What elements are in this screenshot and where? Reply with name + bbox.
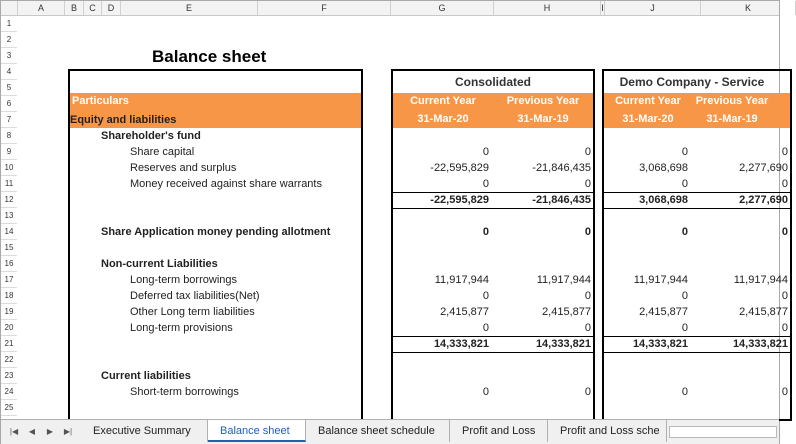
value-cell[interactable]: 2,277,690	[739, 194, 788, 206]
value-cell[interactable]: 0	[681, 178, 688, 190]
sheet-tab-balance-sheet[interactable]: Balance sheet	[208, 420, 306, 442]
row-header-25[interactable]: 25	[1, 400, 17, 416]
value-cell[interactable]: 0	[584, 178, 591, 190]
line-label[interactable]: Short-term borrowings	[130, 386, 239, 398]
last-sheet-icon[interactable]: ▶|	[63, 427, 73, 436]
line-label[interactable]: Long-term borrowings	[130, 274, 237, 286]
total-bottom-border	[391, 208, 595, 209]
row-header-6[interactable]: 6	[1, 96, 17, 112]
demo-date-current: 31-Mar-20	[622, 113, 674, 125]
value-cell[interactable]: -22,595,829	[430, 194, 489, 206]
row-header-20[interactable]: 20	[1, 320, 17, 336]
line-label[interactable]: Share capital	[130, 146, 195, 158]
first-sheet-icon[interactable]: |◀	[9, 427, 19, 436]
value-cell[interactable]: 0	[681, 290, 688, 302]
row-header-17[interactable]: 17	[1, 272, 17, 288]
sheet-tab-profit-and-loss-sche[interactable]: Profit and Loss sche	[548, 420, 667, 442]
line-label[interactable]: Money received against share warrants	[130, 178, 322, 190]
total-bottom-border	[391, 352, 595, 353]
row-header-9[interactable]: 9	[1, 144, 17, 160]
row-header-2[interactable]: 2	[1, 32, 17, 48]
row-header-10[interactable]: 10	[1, 160, 17, 176]
consolidated-previous-year: Previous Year	[506, 95, 580, 107]
total-top-border	[602, 336, 792, 337]
column-header-bar	[1, 1, 779, 16]
line-label[interactable]: Other Long term liabilities	[130, 306, 255, 318]
particulars-label: Particulars	[72, 95, 129, 107]
value-cell[interactable]: 11,917,944	[536, 274, 591, 286]
value-cell[interactable]: -21,846,435	[532, 162, 591, 174]
row-header-15[interactable]: 15	[1, 240, 17, 256]
value-cell[interactable]: 2,415,877	[542, 306, 591, 318]
row-header-7[interactable]: 7	[1, 112, 17, 128]
demo-date-previous: 31-Mar-19	[706, 113, 758, 125]
value-cell[interactable]: 3,068,698	[639, 162, 688, 174]
row-header-24[interactable]: 24	[1, 384, 17, 400]
select-all-corner[interactable]	[1, 1, 18, 15]
column-header-c[interactable]: C	[84, 1, 102, 15]
column-header-a[interactable]: A	[18, 1, 65, 15]
total-bottom-border	[602, 208, 792, 209]
value-cell[interactable]: 11,917,944	[733, 274, 788, 286]
row-header-4[interactable]: 4	[1, 64, 17, 80]
column-header-h[interactable]: H	[494, 1, 601, 15]
horizontal-scrollbar[interactable]	[669, 426, 777, 438]
column-header-k[interactable]: K	[701, 1, 796, 15]
value-cell[interactable]: 3,068,698	[639, 194, 688, 206]
value-cell[interactable]: 0	[482, 290, 489, 302]
sheet-grid[interactable]	[18, 16, 788, 418]
row-header-23[interactable]: 23	[1, 368, 17, 384]
value-cell[interactable]: 0	[584, 290, 591, 302]
total-top-border	[391, 336, 595, 337]
consolidated-current-year: Current Year	[410, 95, 476, 107]
column-header-d[interactable]: D	[102, 1, 121, 15]
column-header-b[interactable]: B	[65, 1, 84, 15]
demo-company-title: Demo Company - Service	[619, 75, 765, 89]
line-label[interactable]: Current liabilities	[101, 370, 191, 382]
total-top-border	[391, 192, 595, 193]
value-cell[interactable]: 14,333,821	[535, 338, 591, 350]
row-header-1[interactable]: 1	[1, 16, 17, 32]
value-cell[interactable]: 0	[482, 178, 489, 190]
value-cell[interactable]: 2,415,877	[639, 306, 688, 318]
value-cell[interactable]: 0	[781, 290, 788, 302]
value-cell[interactable]: 14,333,821	[433, 338, 489, 350]
value-cell[interactable]: 0	[681, 322, 688, 334]
value-cell[interactable]: 0	[781, 178, 788, 190]
value-cell[interactable]: 2,277,690	[739, 162, 788, 174]
row-header-22[interactable]: 22	[1, 352, 17, 368]
row-header-12[interactable]: 12	[1, 192, 17, 208]
value-cell[interactable]: 0	[482, 386, 489, 398]
total-top-border	[602, 192, 792, 193]
line-label[interactable]: Non-current Liabilities	[101, 258, 218, 270]
line-label[interactable]: Deferred tax liabilities(Net)	[130, 290, 260, 302]
column-header-j[interactable]: J	[605, 1, 701, 15]
sheet-tab-bar	[1, 419, 779, 444]
value-cell[interactable]: 11,917,944	[434, 274, 489, 286]
value-cell[interactable]: 0	[681, 146, 688, 158]
value-cell[interactable]: 0	[781, 146, 788, 158]
column-header-e[interactable]: E	[121, 1, 258, 15]
sheet-tab-executive-summary[interactable]: Executive Summary	[81, 420, 208, 442]
sheet-tab-balance-sheet-schedule[interactable]: Balance sheet schedule	[306, 420, 450, 442]
value-cell[interactable]: 0	[781, 226, 788, 238]
value-cell[interactable]: -22,595,829	[430, 162, 489, 174]
value-cell[interactable]: 0	[584, 146, 591, 158]
column-header-g[interactable]: G	[391, 1, 494, 15]
value-cell[interactable]: 0	[781, 322, 788, 334]
line-label[interactable]: Long-term provisions	[130, 322, 233, 334]
row-header-11[interactable]: 11	[1, 176, 17, 192]
row-header-3[interactable]: 3	[1, 48, 17, 64]
value-cell[interactable]: 0	[781, 386, 788, 398]
value-cell[interactable]: 0	[681, 226, 688, 238]
row-header-5[interactable]: 5	[1, 80, 17, 96]
prev-sheet-icon[interactable]: ◀	[28, 427, 36, 436]
value-cell[interactable]: 11,917,944	[633, 274, 688, 286]
row-header-14[interactable]: 14	[1, 224, 17, 240]
total-bottom-border	[602, 352, 792, 353]
value-cell[interactable]: -21,846,435	[532, 194, 591, 206]
value-cell[interactable]: 2,415,877	[739, 306, 788, 318]
value-cell[interactable]: 0	[482, 322, 489, 334]
line-label[interactable]: Reserves and surplus	[130, 162, 237, 174]
row-header-16[interactable]: 16	[1, 256, 17, 272]
row-header-18[interactable]: 18	[1, 288, 17, 304]
column-header-i[interactable]: I	[601, 3, 604, 13]
row-header-21[interactable]: 21	[1, 336, 17, 352]
value-cell[interactable]: 2,415,877	[440, 306, 489, 318]
value-cell[interactable]: 0	[482, 146, 489, 158]
row-header-8[interactable]: 8	[1, 128, 17, 144]
consolidated-date-current: 31-Mar-20	[417, 113, 469, 125]
demo-current-year: Current Year	[615, 95, 681, 107]
consolidated-date-previous: 31-Mar-19	[517, 113, 569, 125]
line-label[interactable]: Share Application money pending allotment	[101, 226, 331, 238]
consolidated-title: Consolidated	[454, 75, 531, 89]
value-cell[interactable]: 0	[584, 226, 591, 238]
next-sheet-icon[interactable]: ▶	[46, 427, 54, 436]
sheet-title: Balance sheet	[152, 47, 267, 66]
value-cell[interactable]: 0	[584, 386, 591, 398]
value-cell[interactable]: 0	[584, 322, 591, 334]
row-header-13[interactable]: 13	[1, 208, 17, 224]
row-header-19[interactable]: 19	[1, 304, 17, 320]
line-label[interactable]: Equity and liabilities	[70, 114, 177, 126]
demo-previous-year: Previous Year	[695, 95, 769, 107]
line-label[interactable]: Shareholder's fund	[101, 130, 201, 142]
value-cell[interactable]: 0	[482, 226, 489, 238]
value-cell[interactable]: 14,333,821	[732, 338, 788, 350]
value-cell[interactable]: 14,333,821	[632, 338, 688, 350]
sheet-tab-profit-and-loss[interactable]: Profit and Loss	[450, 420, 548, 442]
value-cell[interactable]: 0	[681, 386, 688, 398]
column-header-f[interactable]: F	[258, 1, 391, 15]
